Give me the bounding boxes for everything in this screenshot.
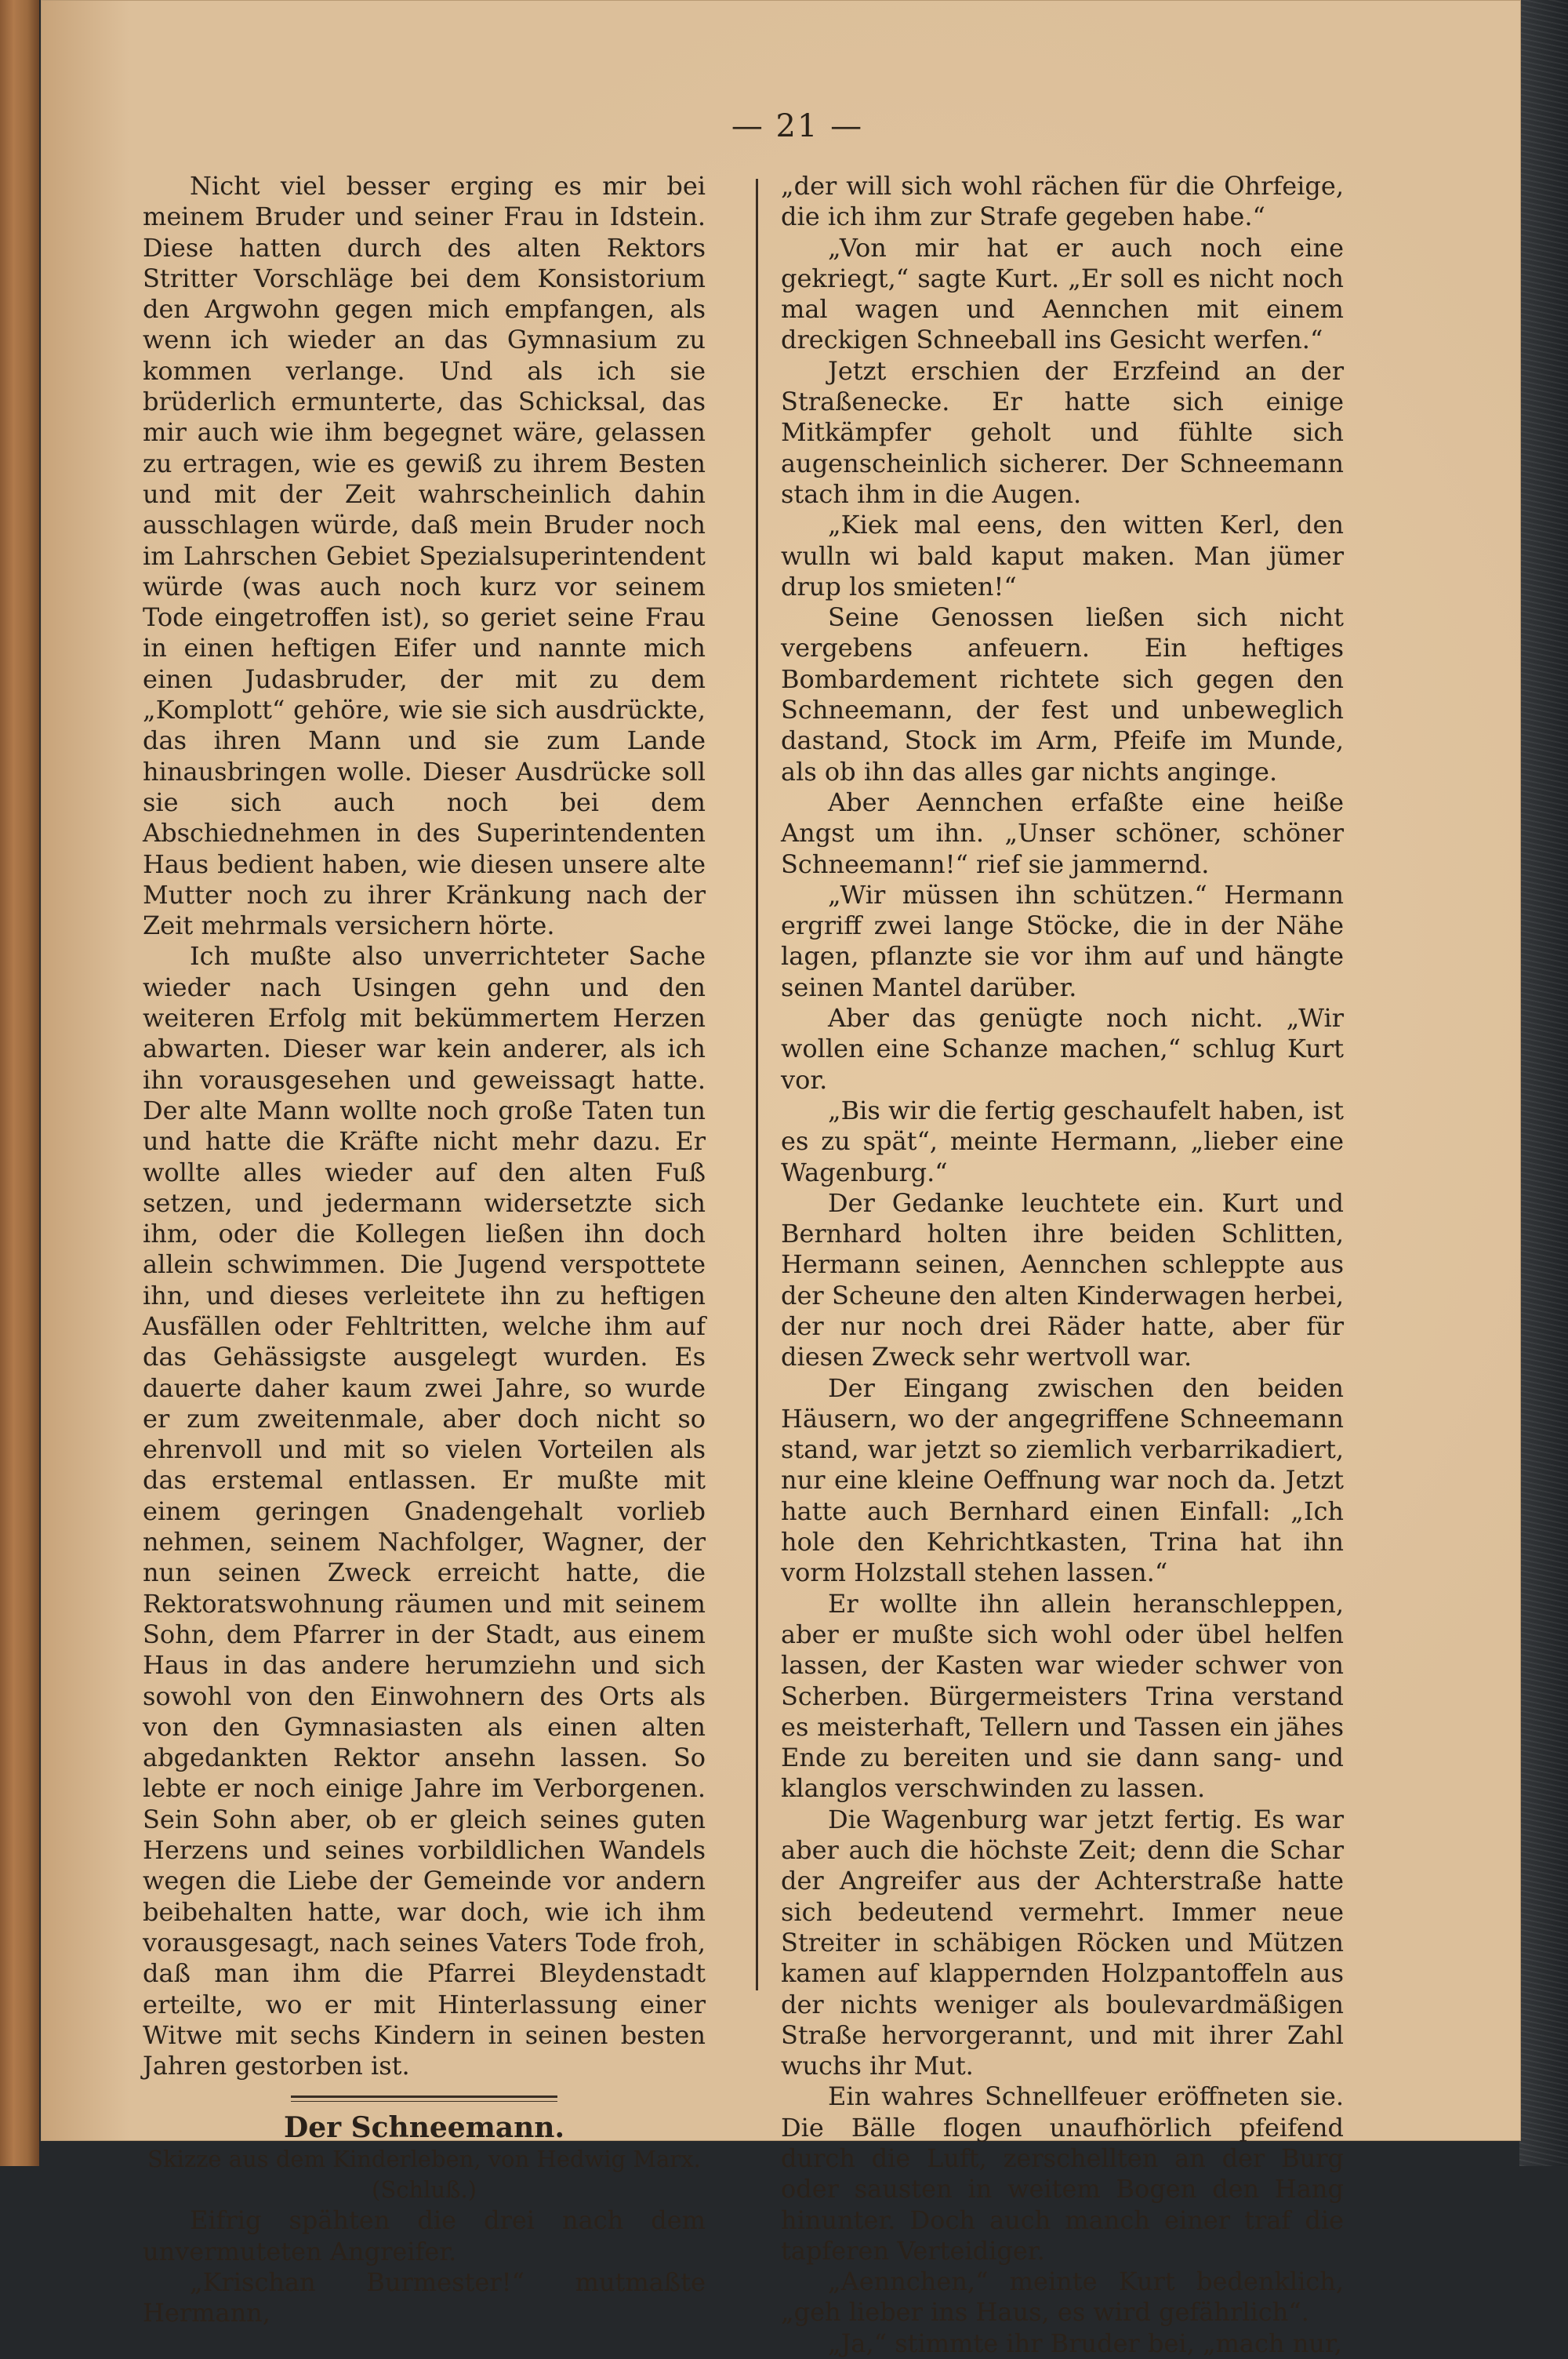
paragraph: Der Gedanke leuchtete ein. Kurt und Bernhard holten ihre beiden Schlitten, Hermann seinen, Aennchen schleppte aus der Scheune den alten Kinderwagen herbei, der nur noch drei Räder hatte, aber für diesen Zweck sehr wertvoll war. [781, 1187, 1344, 1372]
paragraph: Der Eingang zwischen den beiden Häusern, wo der angegriffene Schneemann stand, war jetzt so ziemlich verbarrikadiert, nur eine kleine Oeffnung war noch da. Jetzt hatte auch Bernhard einen Einfall: „Ich hole den Kehrichtkasten, Trina hat ihn vorm Holzstall stehen lassen.“ [781, 1372, 1344, 1588]
story-subtitle: Skizze aus dem Kinderleben, von Hedwig Marx. [147, 2145, 701, 2172]
paragraph: „Kiek mal eens, den witten Kerl, den wulln wi bald kaput maken. Man jümer drup los smieten!“ [781, 510, 1344, 602]
book-cover-edge [1519, 0, 1568, 2166]
column-divider [756, 179, 758, 1990]
paragraph: „Aennchen,“ meinte Kurt bedenklich, „geh lieber ins Haus, es wird gefährlich“. [781, 2266, 1344, 2328]
paragraph: Aber das genügte noch nicht. „Wir wollen eine Schanze machen,“ schlug Kurt vor. [781, 1003, 1344, 1095]
page-number: — 21 — [731, 108, 864, 144]
story-note: (Schluß.) [372, 2176, 477, 2203]
section-divider-rule [291, 2095, 557, 2102]
paragraph: „Wir müssen ihn schützen.“ Hermann ergriff zwei lange Stöcke, die in der Nähe lagen, pflanzte sie vor ihm auf und hängte seinen Mantel darüber. [781, 879, 1344, 1002]
paragraph: Ein wahres Schnellfeuer eröffneten sie. Die Bälle flogen unaufhörlich pfeifend durch die Luft, zerschellten an der Burg oder sausten in weitem Bogen den Hang hinunter. Doch auch manch einer traf die tapferen Verteidiger. [781, 2081, 1344, 2266]
paragraph: „Ja,“ stimmte ihr Bruder bei, „mach nur, [828, 2328, 1342, 2358]
paragraph: Jetzt erschien der Erzfeind an der Straßenecke. Er hatte sich einige Mitkämpfer geholt und fühlte sich augenscheinlich sicherer. Der Schneemann stach ihm in die Augen. [781, 355, 1344, 509]
paragraph: Eifrig spähten die drei nach dem unvermuteten Angreifer. [143, 2205, 706, 2266]
book-spine-edge [0, 0, 39, 2166]
paragraph: Die Wagenburg war jetzt fertig. Es war aber auch die höchste Zeit; denn die Schar der Angreifer aus der Achterstraße hatte sich bedeutend vermehrt. Immer neue Streiter in schäbigen Röcken und Mützen kamen auf klappernden Holzpantoffeln aus der nichts weniger als boulevardmäßigen Straße hervorgerannt, und mit ihrer Zahl wuchs ihr Mut. [781, 1804, 1344, 2081]
story-title: Der Schneemann. [284, 2111, 564, 2145]
paragraph: „Bis wir die fertig geschaufelt haben, ist es zu spät“, meinte Hermann, „lieber eine Wagenburg.“ [781, 1095, 1344, 1187]
paragraph: „der will sich wohl rächen für die Ohrfeige, die ich ihm zur Strafe gegeben habe.“ [781, 171, 1344, 232]
paragraph: Aber Aennchen erfaßte eine heiße Angst um ihn. „Unser schöner, schöner Schneemann!“ rief sie jammernd. [781, 787, 1344, 879]
paragraph: Seine Genossen ließen sich nicht vergebens anfeuern. Ein heftiges Bombardement richtete sich gegen den Schneemann, der fest und unbeweglich dastand, Stock im Arm, Pfeife im Munde, als ob ihn das alles gar nichts anginge. [781, 602, 1344, 787]
paragraph: Ich mußte also unverrichteter Sache wieder nach Usingen gehn und den weiteren Erfolg mit bekümmertem Herzen abwarten. Dieser war kein anderer, als ich ihn vorausgesehen und geweissagt hatte. Der alte Mann wollte noch große Taten tun und hatte die Kräfte nicht mehr dazu. Er wollte alles wieder auf den alten Fuß setzen, und jedermann widersetzte sich ihm, oder die Kollegen ließen ihn doch allein schwimmen. Die Jugend verspottete ihn, und dieses verleitete ihn zu heftigen Ausfällen oder Fehltritten, welche ihm auf das Gehässigste ausgelegt wurden. Es dauerte daher kaum zwei Jahre, so wurde er zum zweitenmale, aber doch nicht so ehrenvoll und mit so vielen Vorteilen als das erstemal entlassen. Er mußte mit einem geringen Gnadengehalt vorlieb nehmen, seinem Nachfolger, Wagner, der nun seinen Zweck erreicht hatte, die Rektoratswohnung räumen und mit seinem Sohn, dem Pfarrer in der Stadt, aus einem Haus in das andere herumziehn und sich sowohl von den Einwohnern des Orts als von den Gymnasiasten als einen alten abgedankten Rektor ansehn lassen. So lebte er noch einige Jahre im Verborgenen. Sein Sohn aber, ob er gleich seines guten Herzens und seines vorbildlichen Wandels wegen die Liebe der Gemeinde vor andern beibehalten hatte, war doch, wie ich ihm vorausgesagt, nach seines Vaters Tode froh, daß man ihm die Pfarrei Bleydenstadt erteilte, wo er mit Hinterlassung einer Witwe mit sechs Kindern in seinen besten Jahren gestorben ist. [143, 941, 706, 2081]
right-column [781, 171, 1344, 2359]
left-column [143, 171, 706, 2328]
paragraph: Er wollte ihn allein heranschleppen, aber er mußte sich wohl oder übel helfen lassen, der Kasten war wieder schwer von Scherben. Bürgermeisters Trina verstand es meisterhaft, Tellern und Tassen ein jähes Ende zu bereiten und sie dann sang- und klanglos verschwinden zu lassen. [781, 1588, 1344, 1804]
paragraph: Nicht viel besser erging es mir bei meinem Bruder und seiner Frau in Idstein. Diese hatten durch des alten Rektors Stritter Vorschläge bei dem Konsistorium den Argwohn gegen mich empfangen, als wenn ich wieder an das Gymnasium zu kommen verlange. Und als ich sie brüderlich ermunterte, das Schicksal, das mir auch wie ihm begegnet wäre, gelassen zu ertragen, wie es gewiß zu ihrem Besten und mit der Zeit wahrscheinlich dahin ausschlagen würde, daß mein Bruder noch im Lahrschen Gebiet Spezialsuperintendent würde (was auch noch kurz vor seinem Tode eingetroffen ist), so geriet seine Frau in einen heftigen Eifer und nannte mich einen Judasbruder, der mit zu dem „Komplott“ gehöre, wie sie sich ausdrückte, das ihren Mann und sie zum Lande hinausbringen wolle. Dieser Ausdrücke soll sie sich auch noch bei dem Abschiednehmen in des Superintendenten Haus bedient haben, wie diesen unsere alte Mutter noch zu ihrer Kränkung nach der Zeit mehrmals versichern hörte. [143, 171, 706, 941]
paragraph: „Krischan Burmester!“ mutmaßte Hermann, [143, 2266, 706, 2328]
document-page [41, 0, 1521, 2358]
paragraph: „Von mir hat er auch noch eine gekriegt,“ sagte Kurt. „Er soll es nicht noch mal wagen und Aennchen mit einem dreckigen Schneeball ins Gesicht werfen.“ [781, 232, 1344, 355]
